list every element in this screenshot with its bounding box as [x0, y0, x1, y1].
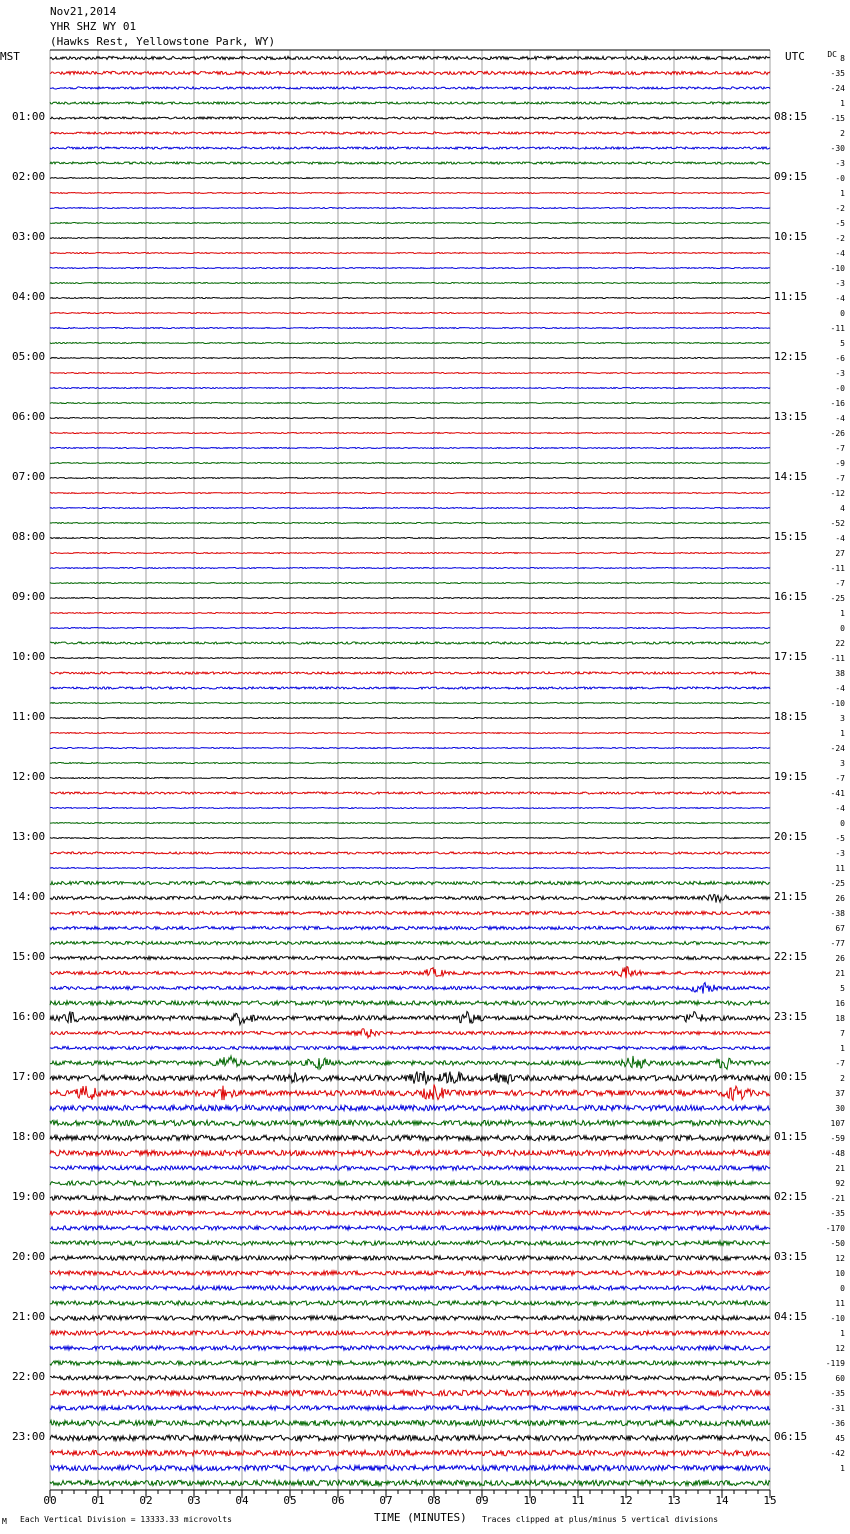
dc-offset-label: -7 [835, 444, 845, 453]
dc-offset-label: 2 [840, 1074, 845, 1083]
dc-offset-label: -3 [835, 159, 845, 168]
dc-offset-label: 38 [835, 669, 845, 678]
trace-8 [50, 178, 770, 179]
dc-offset-label: -3 [835, 279, 845, 288]
x-tick-label: 04 [235, 1494, 249, 1507]
trace-84 [50, 1316, 770, 1320]
clip-note: Traces clipped at plus/minus 5 vertical divisions [482, 1515, 719, 1524]
trace-80 [50, 1256, 770, 1260]
dc-offset-label: 3 [840, 714, 845, 723]
dc-offset-label: -24 [830, 84, 845, 93]
x-axis-title: TIME (MINUTES) [374, 1511, 467, 1524]
x-tick-label: 05 [283, 1494, 297, 1507]
time-axis [43, 1490, 776, 1507]
left-hour-label: 22:00 [12, 1370, 46, 1383]
trace-45 [50, 733, 770, 734]
trace-51 [50, 823, 770, 824]
left-hour-label: 10:00 [12, 650, 46, 663]
trace-65 [50, 1029, 770, 1038]
trace-25 [50, 433, 770, 434]
dc-offset-label: 60 [835, 1374, 845, 1383]
right-hour-label: 17:15 [774, 650, 808, 663]
right-hour-label: 14:15 [774, 470, 808, 483]
x-tick-label: 10 [523, 1494, 537, 1507]
left-hour-label: 20:00 [12, 1250, 46, 1263]
left-hour-label: 13:00 [12, 830, 46, 843]
left-hour-label: 08:00 [12, 530, 46, 543]
trace-89 [50, 1390, 770, 1395]
trace-77 [50, 1211, 770, 1215]
trace-44 [50, 718, 770, 719]
dc-offset-label: 18 [835, 1014, 845, 1023]
dc-offset-label: -11 [830, 654, 845, 663]
right-hour-label: 05:15 [774, 1370, 808, 1383]
dc-offset-label: 12 [835, 1344, 845, 1353]
dc-offset-label: -11 [830, 324, 845, 333]
dc-offset-label: -5 [835, 219, 845, 228]
dc-offset-label: -35 [830, 69, 845, 78]
trace-17 [50, 313, 770, 314]
right-hour-label: 13:15 [774, 410, 808, 423]
trace-6 [50, 147, 770, 149]
dc-offset-label: 11 [835, 1299, 845, 1308]
right-hour-label: 06:15 [774, 1430, 808, 1443]
x-tick-label: 03 [187, 1494, 201, 1507]
trace-59 [50, 941, 770, 944]
right-hour-label: 08:15 [774, 110, 808, 123]
trace-24 [50, 418, 770, 419]
dc-offset-label: 1 [840, 1329, 845, 1338]
dc-offset-label: 27 [835, 549, 845, 558]
dc-offset-label: -59 [830, 1134, 845, 1143]
left-hour-label: 12:00 [12, 770, 46, 783]
dc-offset-label: -2 [835, 234, 845, 243]
dc-offset-label: -11 [830, 564, 845, 573]
trace-11 [50, 223, 770, 224]
trace-94 [50, 1465, 770, 1470]
dc-offset-label: 1 [840, 189, 845, 198]
trace-43 [50, 703, 770, 704]
trace-57 [50, 911, 770, 914]
trace-32 [50, 538, 770, 539]
right-hour-label: 21:15 [774, 890, 808, 903]
trace-69 [50, 1084, 770, 1100]
dc-offset-label: 3 [840, 759, 845, 768]
trace-56 [50, 894, 770, 902]
trace-68 [50, 1071, 770, 1084]
trace-34 [50, 568, 770, 569]
dc-offset-label: -0 [835, 384, 845, 393]
header-date: Nov21,2014 [50, 5, 117, 18]
dc-offset-label: -31 [830, 1404, 845, 1413]
trace-18 [50, 328, 770, 329]
dc-offset-label: 5 [840, 984, 845, 993]
trace-12 [50, 238, 770, 239]
dc-offset-label: 26 [835, 894, 845, 903]
left-hour-label: 02:00 [12, 170, 46, 183]
dc-offset-label: -119 [825, 1359, 845, 1368]
header-station: YHR SHZ WY 01 [50, 20, 137, 33]
dc-offset-label: 16 [835, 999, 845, 1008]
x-tick-label: 02 [139, 1494, 153, 1507]
trace-81 [50, 1271, 770, 1275]
trace-50 [50, 808, 770, 809]
dc-offset-label: -26 [830, 429, 845, 438]
right-hour-label: 10:15 [774, 230, 808, 243]
right-hour-label: 18:15 [774, 710, 808, 723]
trace-86 [50, 1346, 770, 1350]
trace-33 [50, 553, 770, 554]
dc-offset-label: 0 [840, 819, 845, 828]
dc-offset-label: -4 [835, 249, 845, 258]
x-tick-label: 07 [379, 1494, 393, 1507]
right-hour-label: 00:15 [774, 1070, 808, 1083]
dc-offset-label: 92 [835, 1179, 845, 1188]
left-hour-label: 18:00 [12, 1130, 46, 1143]
trace-83 [50, 1301, 770, 1305]
dc-offset-label: 4 [840, 504, 845, 513]
left-hour-label: 06:00 [12, 410, 46, 423]
trace-41 [50, 672, 770, 674]
dc-offset-label: 1 [840, 99, 845, 108]
right-hour-label: 15:15 [774, 530, 808, 543]
dc-offset-label: -77 [830, 939, 845, 948]
trace-67 [50, 1056, 770, 1069]
dc-offset-label: 0 [840, 624, 845, 633]
dc-offset-label: 11 [835, 864, 845, 873]
dc-offset-label: 1 [840, 1044, 845, 1053]
dc-header-label: DC [827, 50, 837, 59]
dc-offset-label: -48 [830, 1149, 845, 1158]
trace-55 [50, 881, 770, 884]
trace-1 [50, 71, 770, 74]
dc-offset-label: -36 [830, 1419, 845, 1428]
dc-offset-label: 12 [835, 1254, 845, 1263]
trace-15 [50, 283, 770, 284]
x-tick-label: 01 [91, 1494, 105, 1507]
dc-offset-label: -21 [830, 1194, 845, 1203]
trace-30 [50, 508, 770, 509]
dc-offset-label: -30 [830, 144, 845, 153]
dc-offset-label: -24 [830, 744, 845, 753]
dc-offset-label: -35 [830, 1209, 845, 1218]
x-tick-label: 11 [571, 1494, 585, 1507]
trace-27 [50, 463, 770, 464]
dc-offset-label: -10 [830, 264, 845, 273]
dc-offset-label: 0 [840, 309, 845, 318]
dc-offset-label: -7 [835, 474, 845, 483]
trace-62 [50, 983, 770, 994]
dc-offset-label: -9 [835, 459, 845, 468]
trace-4 [50, 117, 770, 119]
trace-49 [50, 792, 770, 794]
x-tick-label: 09 [475, 1494, 489, 1507]
trace-61 [50, 967, 770, 979]
trace-22 [50, 388, 770, 389]
right-hour-label: 03:15 [774, 1250, 808, 1263]
dc-offset-label: -50 [830, 1239, 845, 1248]
left-timezone-label: MST [0, 50, 20, 63]
trace-87 [50, 1361, 770, 1365]
dc-offset-label: -16 [830, 399, 845, 408]
dc-offset-label: 1 [840, 1464, 845, 1473]
dc-offset-label: 37 [835, 1089, 845, 1098]
x-tick-label: 12 [619, 1494, 633, 1507]
trace-54 [50, 868, 770, 869]
trace-85 [50, 1331, 770, 1335]
trace-90 [50, 1406, 770, 1410]
trace-29 [50, 493, 770, 494]
right-hour-label: 12:15 [774, 350, 808, 363]
dc-offset-label: 0 [840, 1284, 845, 1293]
dc-offset-label: -10 [830, 699, 845, 708]
trace-0 [50, 56, 770, 59]
trace-88 [50, 1376, 770, 1380]
x-tick-label: 14 [715, 1494, 729, 1507]
left-hour-label: 15:00 [12, 950, 46, 963]
trace-group [50, 56, 770, 1485]
trace-95 [50, 1480, 770, 1485]
dc-offset-label: 7 [840, 1029, 845, 1038]
trace-5 [50, 132, 770, 134]
trace-60 [50, 956, 770, 959]
right-hour-label: 02:15 [774, 1190, 808, 1203]
dc-offset-label: -12 [830, 489, 845, 498]
trace-13 [50, 253, 770, 254]
header-location: (Hawks Rest, Yellowstone Park, WY) [50, 35, 276, 48]
trace-7 [50, 162, 770, 164]
dc-offset-label: -41 [830, 789, 845, 798]
trace-91 [50, 1420, 770, 1425]
left-hour-label: 11:00 [12, 710, 46, 723]
dc-offset-label: -4 [835, 414, 845, 423]
right-hour-label: 16:15 [774, 590, 808, 603]
trace-58 [50, 926, 770, 929]
trace-63 [50, 1001, 770, 1005]
dc-offset-label: 2 [840, 129, 845, 138]
right-hour-label: 01:15 [774, 1130, 808, 1143]
trace-76 [50, 1196, 770, 1200]
trace-19 [50, 343, 770, 344]
dc-offset-label: 21 [835, 1164, 845, 1173]
dc-offset-label: -35 [830, 1389, 845, 1398]
x-tick-label: 08 [427, 1494, 441, 1507]
trace-82 [50, 1286, 770, 1290]
trace-75 [50, 1181, 770, 1185]
trace-9 [50, 193, 770, 194]
trace-31 [50, 523, 770, 524]
left-hour-label: 04:00 [12, 290, 46, 303]
dc-offset-label: -42 [830, 1449, 845, 1458]
right-hour-label: 19:15 [774, 770, 808, 783]
trace-52 [50, 838, 770, 839]
dc-offset-label: -7 [835, 579, 845, 588]
dc-offset-label: -10 [830, 1314, 845, 1323]
trace-72 [50, 1135, 770, 1140]
dc-offset-label: -38 [830, 909, 845, 918]
left-hour-label: 07:00 [12, 470, 46, 483]
trace-35 [50, 583, 770, 584]
trace-28 [50, 478, 770, 479]
trace-79 [50, 1241, 770, 1245]
dc-offset-label: 26 [835, 954, 845, 963]
trace-74 [50, 1166, 770, 1170]
trace-37 [50, 613, 770, 614]
right-hour-label: 09:15 [774, 170, 808, 183]
left-hour-label: 16:00 [12, 1010, 46, 1023]
dc-offset-label: 67 [835, 924, 845, 933]
right-timezone-label: UTC [785, 50, 805, 63]
trace-78 [50, 1226, 770, 1230]
dc-offset-label: 5 [840, 339, 845, 348]
dc-offset-label: -3 [835, 849, 845, 858]
trace-3 [50, 102, 770, 104]
dc-offset-label: 107 [830, 1119, 845, 1128]
dc-offset-label: -4 [835, 684, 845, 693]
left-hour-label: 01:00 [12, 110, 46, 123]
dc-offset-label: -7 [835, 774, 845, 783]
dc-offset-label: 45 [835, 1434, 845, 1443]
trace-23 [50, 403, 770, 404]
trace-2 [50, 87, 770, 89]
trace-14 [50, 268, 770, 269]
right-hour-label: 22:15 [774, 950, 808, 963]
trace-26 [50, 448, 770, 449]
right-hour-label: 23:15 [774, 1010, 808, 1023]
dc-offset-label: -52 [830, 519, 845, 528]
trace-93 [50, 1450, 770, 1455]
trace-71 [50, 1120, 770, 1125]
right-hour-label: 04:15 [774, 1310, 808, 1323]
dc-offset-label: -3 [835, 369, 845, 378]
trace-47 [50, 763, 770, 764]
left-hour-label: 09:00 [12, 590, 46, 603]
dc-offset-label: 30 [835, 1104, 845, 1113]
trace-39 [50, 642, 770, 644]
dc-offset-label: -7 [835, 1059, 845, 1068]
trace-66 [50, 1046, 770, 1049]
dc-offset-label: 8 [840, 54, 845, 63]
dc-offset-label: 21 [835, 969, 845, 978]
x-tick-label: 06 [331, 1494, 345, 1507]
dc-offset-label: -25 [830, 879, 845, 888]
trace-70 [50, 1105, 770, 1110]
x-tick-label: 15 [763, 1494, 777, 1507]
dc-offset-label: -15 [830, 114, 845, 123]
dc-offset-label: -25 [830, 594, 845, 603]
dc-offset-label: 22 [835, 639, 845, 648]
right-hour-label: 11:15 [774, 290, 808, 303]
dc-offset-label: -5 [835, 834, 845, 843]
dc-offset-label: 10 [835, 1269, 845, 1278]
x-tick-label: 00 [43, 1494, 57, 1507]
dc-offset-label: -4 [835, 804, 845, 813]
trace-40 [50, 658, 770, 659]
left-hour-label: 19:00 [12, 1190, 46, 1203]
trace-92 [50, 1435, 770, 1440]
dc-offset-label: 1 [840, 609, 845, 618]
trace-48 [50, 778, 770, 779]
left-hour-label: 03:00 [12, 230, 46, 243]
trace-42 [50, 687, 770, 689]
trace-46 [50, 748, 770, 749]
dc-offset-label: -4 [835, 294, 845, 303]
trace-64 [50, 1011, 770, 1024]
left-hour-label: 21:00 [12, 1310, 46, 1323]
left-hour-label: 05:00 [12, 350, 46, 363]
left-hour-label: 17:00 [12, 1070, 46, 1083]
dc-offset-label: -2 [835, 204, 845, 213]
dc-offset-label: -0 [835, 174, 845, 183]
dc-offset-label: -4 [835, 534, 845, 543]
dc-offset-label: -6 [835, 354, 845, 363]
left-hour-label: 23:00 [12, 1430, 46, 1443]
scale-note: Each Vertical Division = 13333.33 microvolts [20, 1515, 232, 1524]
x-tick-label: 13 [667, 1494, 681, 1507]
dc-offset-label: 1 [840, 729, 845, 738]
trace-21 [50, 373, 770, 374]
trace-10 [50, 208, 770, 209]
trace-73 [50, 1150, 770, 1155]
footer-left-mark: M [2, 1517, 7, 1526]
trace-53 [50, 852, 770, 854]
trace-38 [50, 628, 770, 629]
left-hour-label: 14:00 [12, 890, 46, 903]
trace-20 [50, 358, 770, 359]
trace-16 [50, 298, 770, 299]
trace-36 [50, 598, 770, 599]
right-hour-label: 20:15 [774, 830, 808, 843]
dc-offset-label: -170 [825, 1224, 845, 1233]
